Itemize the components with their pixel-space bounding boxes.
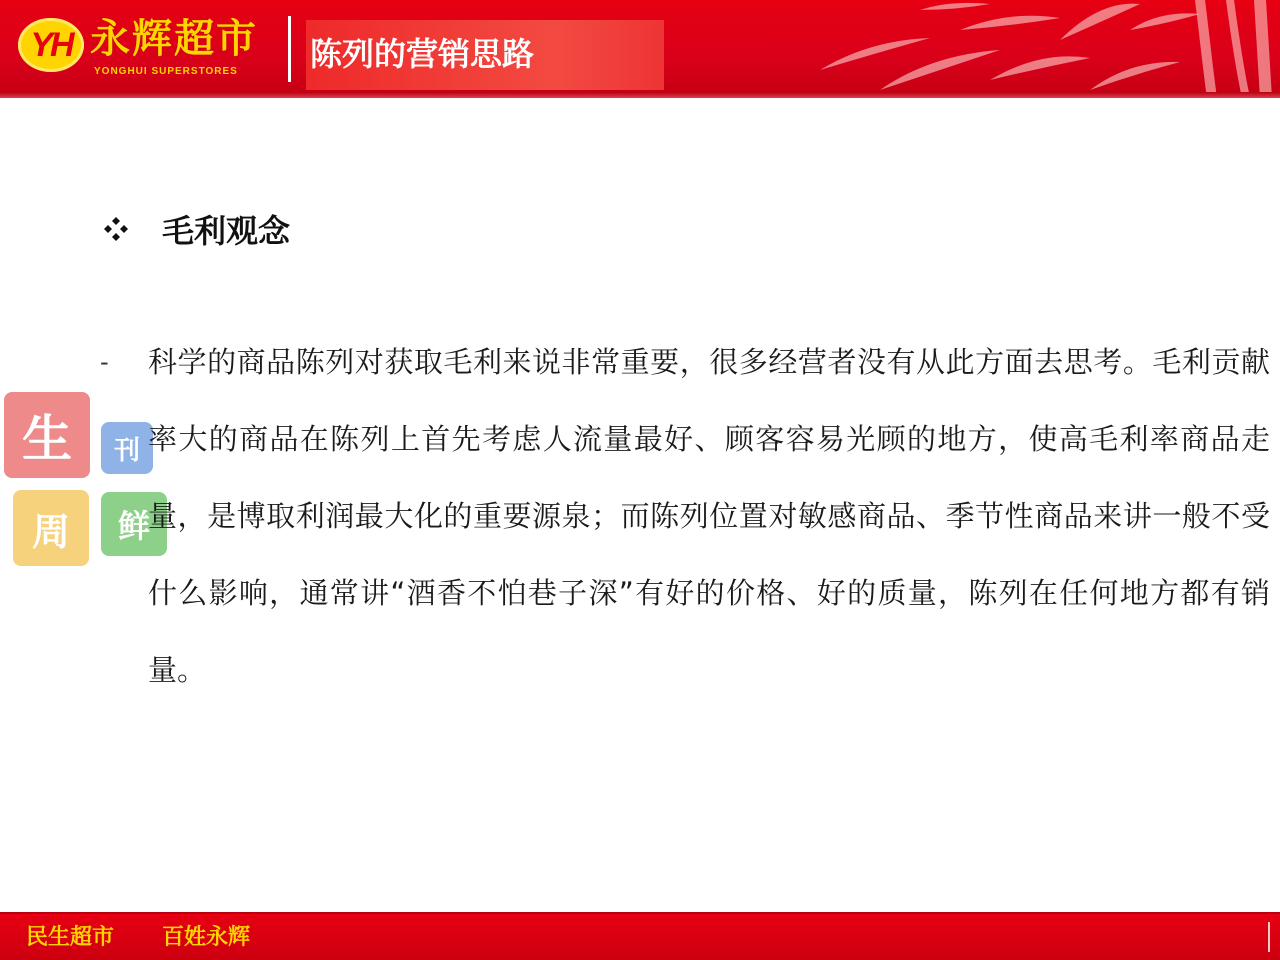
- logo-name: 永辉超市: [90, 16, 258, 62]
- bamboo-decoration-icon: [760, 0, 1280, 98]
- list-dash: -: [100, 348, 109, 376]
- watermark-tile-xian: 鲜: [101, 492, 167, 556]
- heading-text: 毛利观念: [162, 212, 291, 250]
- footer-slogan-baixing: 百姓永辉: [162, 925, 251, 950]
- logo: [18, 12, 278, 82]
- section-heading: [102, 206, 290, 252]
- logo-mark: YH: [18, 18, 84, 72]
- logo-subtitle: YONGHUI SUPERSTORES: [94, 66, 238, 77]
- watermark-tile-sheng: 生: [4, 392, 90, 478]
- watermark-tile-zhou: 周: [13, 490, 89, 566]
- header-divider: [288, 16, 291, 82]
- footer-slogan-minsheng: 民生超市: [26, 925, 115, 950]
- four-diamonds-icon: [102, 215, 130, 243]
- body-paragraph: 科学的商品陈列对获取毛利来说非常重要，很多经营者没有从此方面去思考。毛利贡献率大的商品在陈列上首先考虑人流量最好、顾客容易光顾的地方，使高毛利率商品走量，是博取利润最大化的重要源泉；而陈列位置对敏感商品、季节性商品来讲一般不受什么影响，通常讲“酒香不怕巷子深”有好的价格、好的质量，陈列在任何地方都有销量。: [148, 345, 1270, 687]
- footer-mark: [1268, 922, 1270, 952]
- header-bottom-line: [0, 92, 1280, 98]
- slide-title: 陈列的营销思路: [310, 35, 535, 73]
- watermark-tile-kan: 刊: [101, 422, 153, 474]
